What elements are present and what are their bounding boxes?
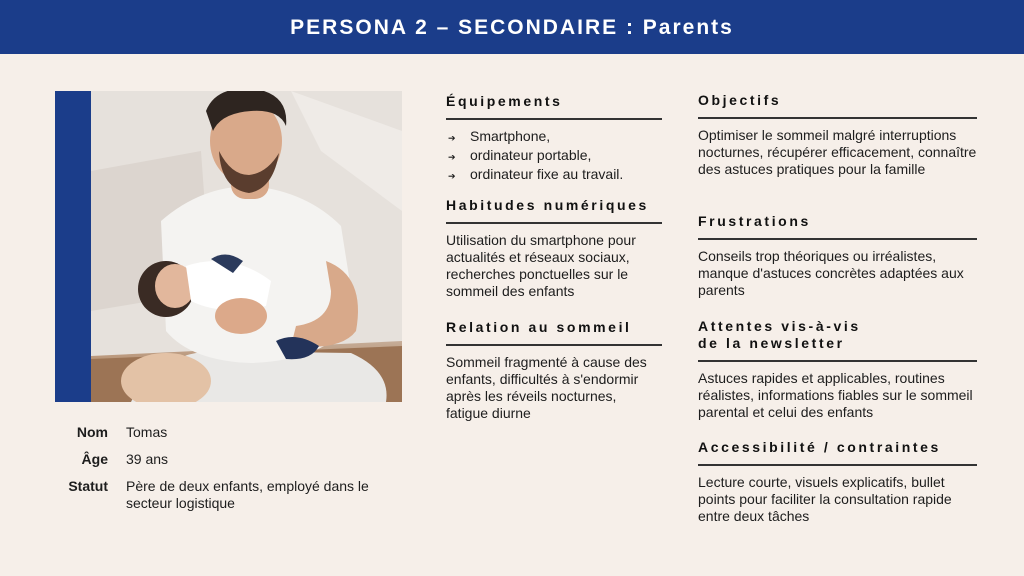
section-title: Équipements [446,93,563,109]
profile-row-name [55,424,415,441]
section-divider [698,360,977,362]
profile-info [55,424,415,522]
equipment-list [446,128,662,185]
section-title-line1: Attentes vis-à-vis [698,318,861,334]
arrow-right-icon: ➔ [448,133,456,143]
list-item [446,166,662,185]
section-title: Habitudes numériques [446,197,649,213]
arrow-right-icon: ➔ [448,171,456,181]
list-item-text: Smartphone, [470,128,551,144]
section-body: Astuces rapides et applicables, routines réalistes, informations fiables sur le sommeil parental et celui des enfants [698,370,973,420]
section-divider [446,222,662,224]
arrow-right-icon: ➔ [448,152,456,162]
father-baby-illustration [91,91,402,402]
status-value: Père de deux enfants, employé dans le secteur logistique [126,478,369,511]
section-divider [698,464,977,466]
status-label: Statut [68,478,108,494]
profile-row-status [55,478,415,512]
section-attentes [698,318,983,421]
list-item-text: ordinateur portable, [470,147,592,163]
name-label: Nom [76,424,108,440]
section-divider [446,344,662,346]
accent-bar [55,91,91,402]
name-value: Tomas [126,424,168,440]
section-equipements [446,93,662,185]
section-frustrations [698,213,983,299]
section-title: Relation au sommeil [446,319,632,335]
section-divider [446,118,662,120]
header-banner [0,0,1024,54]
section-body: Lecture courte, visuels explicatifs, bullet points pour faciliter la consultation rapide entre deux tâches [698,474,952,524]
section-accessibilite [698,439,983,525]
persona-photo [55,91,402,402]
list-item [446,128,662,147]
section-body: Conseils trop théoriques ou irréalistes, manque d'astuces concrètes adaptées aux parents [698,248,964,298]
section-objectifs [698,92,983,178]
profile-row-age [55,451,415,468]
age-value: 39 ans [126,451,169,467]
section-body: Optimiser le sommeil malgré interruptions nocturnes, récupérer efficacement, connaître des astuces pratiques pour la famille [698,127,977,177]
section-habitudes [446,197,662,300]
section-relation-sommeil [446,319,662,422]
photo-image [91,91,402,402]
section-divider [698,117,977,119]
section-title: Objectifs [698,92,782,108]
section-body: Utilisation du smartphone pour actualités et réseaux sociaux, recherches ponctuelles sur le sommeil des enfants [446,232,636,299]
section-title: Accessibilité / contraintes [698,439,941,455]
section-divider [698,238,977,240]
age-label: Âge [81,451,108,467]
page-title: PERSONA 2 – SECONDAIRE : Parents [290,16,734,39]
list-item-text: ordinateur fixe au travail. [470,166,624,182]
section-title: Frustrations [698,213,811,229]
list-item [446,147,662,166]
section-body: Sommeil fragmenté à cause des enfants, difficultés à s'endormir après les réveils nocturnes, fatigue diurne [446,354,647,421]
section-title-line2: de la newsletter [698,335,845,351]
